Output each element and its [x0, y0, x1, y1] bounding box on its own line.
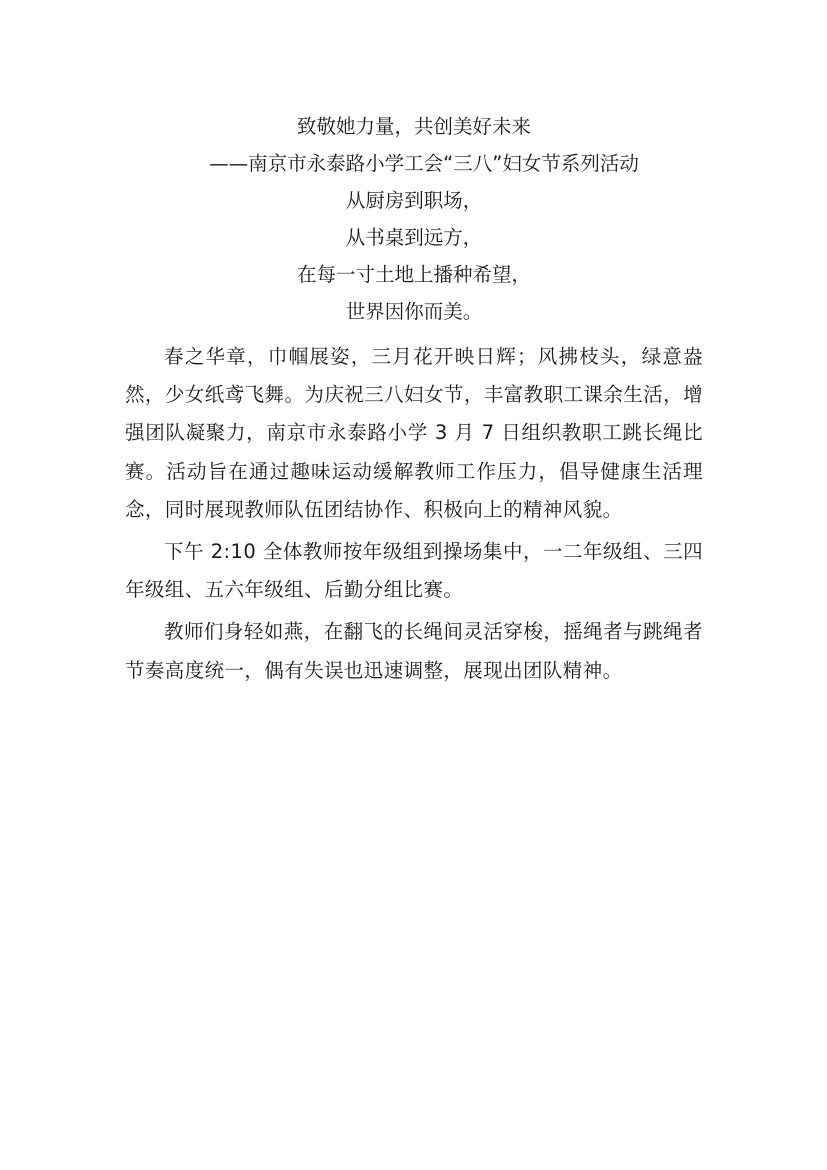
body-paragraph: 春之华章，巾帼展姿，三月花开映日辉；风拂枝头，绿意盎然，少女纸鸢飞舞。为庆祝三八妇女节，丰富教职工课余生活，增强团队凝聚力，南京市永泰路小学 3 月 7 日组织教职工跳长绳比赛。活动旨在通过趣味运动缓解教师工作压力，倡导健康生活理念，同时展现教师队伍团结协作、积极向上的精神风貌。 [125, 345, 703, 521]
title-block [125, 108, 703, 182]
poem-line: 从书桌到远方， [345, 226, 483, 249]
poem-line: 从厨房到职场， [345, 189, 483, 212]
poem [125, 182, 703, 330]
body-paragraph: 下午 2:10 全体教师按年级组到操场集中，一二年级组、三四年级组、五六年级组、后勤分组比赛。 [125, 540, 703, 602]
body-text [125, 338, 703, 690]
poem-line: 在每一寸土地上播种希望， [296, 263, 531, 286]
document-subtitle: ——南京市永泰路小学工会“三八”妇女节系列活动 [209, 152, 639, 175]
document-title: 致敬她力量，共创美好未来 [296, 115, 531, 138]
body-paragraph: 教师们身轻如燕，在翻飞的长绳间灵活穿梭，摇绳者与跳绳者节奏高度统一，偶有失误也迅速调整，展现出团队精神。 [125, 620, 703, 682]
document-content [125, 108, 703, 694]
poem-line: 世界因你而美。 [345, 300, 483, 323]
